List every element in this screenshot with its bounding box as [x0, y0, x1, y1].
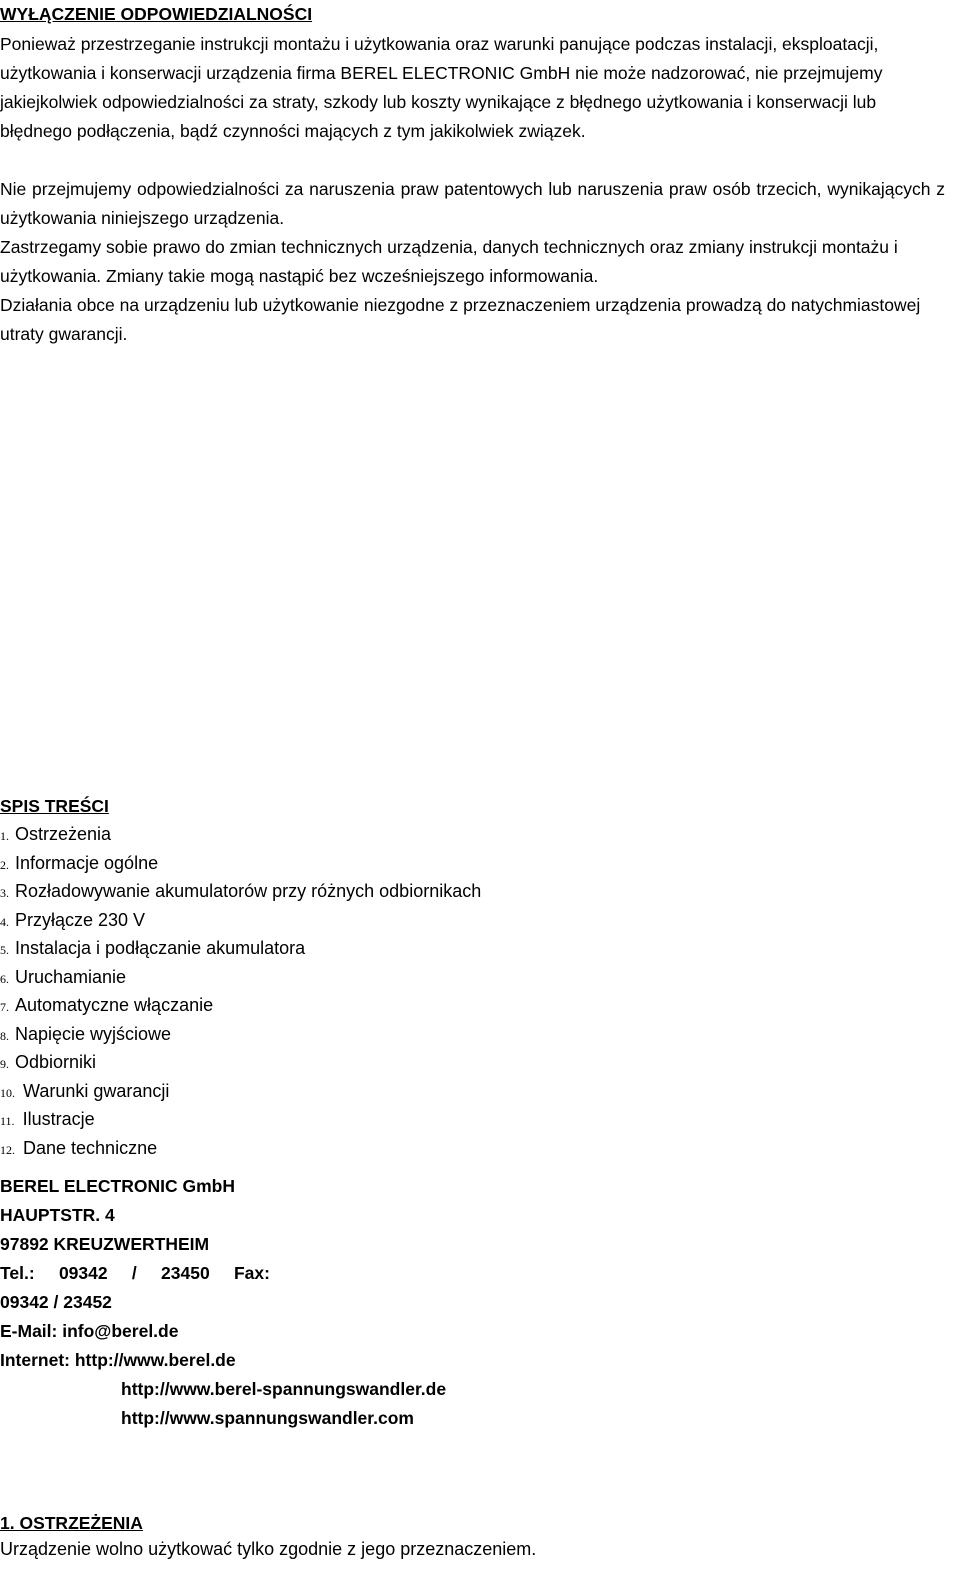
phone-line: [0, 1259, 270, 1288]
disclaimer-paragraph-4: Działania obce na urządzeniu lub użytkowanie niezgodne z przeznaczeniem urządzenia prowadzą do natychmiastowej utraty gwarancji.: [0, 295, 921, 344]
toc-item-number: 7.: [0, 1000, 9, 1014]
disclaimer-paragraph-1: Ponieważ przestrzeganie instrukcji montażu i użytkowania oraz warunki panujące podczas instalacji, eksploatacji, użytkowania i konserwacji urządzenia firma BEREL ELECTRONIC GmbH nie może nadzorować, nie przejmujemy jakiejkolwiek odpowiedzialności za straty, szkody lub koszty wynikające z błędnego użytkowania i konserwacji lub błędnego podłączenia, bądź czynności mających z tym jakikolwiek związek.: [0, 34, 883, 141]
toc-item-label: Odbiorniki: [15, 1052, 97, 1072]
toc-item: [0, 1105, 481, 1134]
toc-item-number: 3.: [0, 886, 9, 900]
street-address: HAUPTSTR. 4: [0, 1205, 115, 1225]
toc-item: [0, 849, 481, 878]
toc-item: [0, 991, 481, 1020]
fax-number: 09342 / 23452: [0, 1292, 112, 1312]
toc-list: [0, 820, 481, 1162]
website-link-2: http://www.berel-spannungswandler.de: [121, 1379, 447, 1399]
toc-item-number: 10.: [0, 1085, 15, 1100]
tel-number: 09342: [58, 1263, 108, 1283]
website-link-3: http://www.spannungswandler.com: [121, 1408, 414, 1428]
toc-item-label: Informacje ogólne: [15, 852, 159, 873]
toc-item-label: Instalacja i podłączanie akumulatora: [15, 938, 306, 958]
toc-item-number: 4.: [0, 914, 9, 929]
tel-extension: 23450: [161, 1263, 210, 1283]
toc-item: [0, 877, 481, 906]
toc-item-number: 1.: [0, 829, 9, 843]
toc-item: [0, 1077, 481, 1106]
toc-item: [0, 1048, 481, 1077]
toc-item-number: 8.: [0, 1028, 9, 1043]
toc-item-label: Napięcie wyjściowe: [15, 1023, 172, 1044]
toc-item-label: Przyłącze 230 V: [15, 909, 146, 930]
toc-item: [0, 820, 481, 849]
toc-title: SPIS TREŚCI: [0, 796, 109, 816]
toc-item-number: 9.: [0, 1057, 9, 1071]
toc-item-number: 2.: [0, 857, 9, 872]
toc-item-label: Warunki gwarancji: [23, 1080, 170, 1101]
company-name: BEREL ELECTRONIC GmbH: [0, 1176, 235, 1196]
toc-item: [0, 934, 481, 963]
toc-item: [0, 1134, 481, 1163]
contact-block: [0, 1172, 540, 1433]
disclaimer-paragraph-3: Zastrzegamy sobie prawo do zmian technicznych urządzenia, danych technicznych oraz zmiany instrukcji montażu i użytkowania. Zmiany takie mogą nastąpić bez wcześniejszego informowania.: [0, 237, 898, 286]
toc-item: [0, 963, 481, 992]
toc-item: [0, 1020, 481, 1049]
email-line: E-Mail: info@berel.de: [0, 1321, 179, 1341]
disclaimer-paragraph-2: Nie przejmujemy odpowiedzialności za naruszenia praw patentowych lub naruszenia praw osób trzecich, wynikających z użytkowania niniejszego urządzenia.: [0, 179, 945, 228]
toc-item-label: Uruchamianie: [15, 966, 127, 987]
section1-title: 1. OSTRZEŻENIA: [0, 1513, 143, 1533]
section1-text: Urządzenie wolno użytkować tylko zgodnie z jego przeznaczeniem.: [0, 1539, 537, 1559]
toc-item-label: Dane techniczne: [23, 1137, 158, 1158]
toc-item-number: 11.: [0, 1114, 15, 1128]
tel-label: Tel.:: [0, 1263, 35, 1283]
tel-separator: /: [131, 1263, 137, 1283]
fax-label: Fax:: [233, 1263, 270, 1283]
toc-item-number: 5.: [0, 943, 9, 957]
toc-item-number: 6.: [0, 971, 9, 986]
toc-item-number: 12.: [0, 1142, 15, 1157]
toc-item-label: Rozładowywanie akumulatorów przy różnych odbiornikach: [15, 881, 482, 901]
city-address: 97892 KREUZWERTHEIM: [0, 1234, 210, 1254]
disclaimer-title: WYŁĄCZENIE ODPOWIEDZIALNOŚCI: [0, 4, 313, 24]
toc-item-label: Automatyczne włączanie: [15, 995, 214, 1015]
toc-item-label: Ilustracje: [22, 1109, 95, 1129]
internet-line: Internet: http://www.berel.de: [0, 1350, 236, 1370]
toc-item-label: Ostrzeżenia: [15, 824, 112, 844]
toc-item: [0, 906, 481, 935]
